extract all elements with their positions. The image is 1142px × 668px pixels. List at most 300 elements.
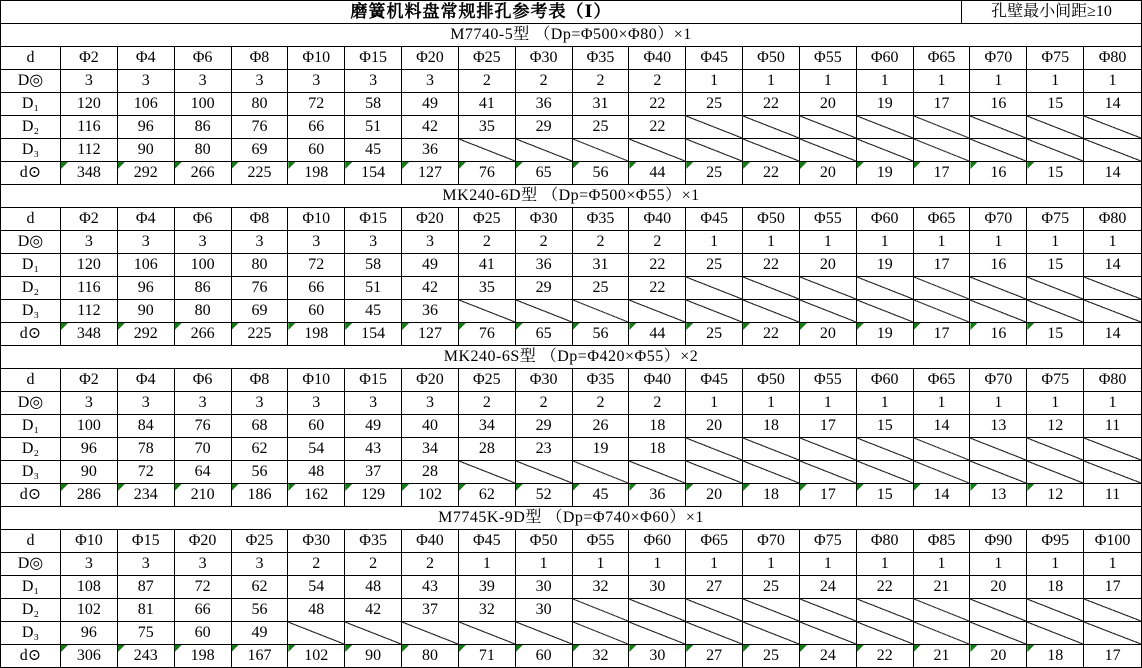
- comment-marker-icon: [61, 484, 68, 491]
- data-cell: 86: [175, 116, 232, 139]
- data-cell: 1: [914, 392, 971, 415]
- data-cell: 2: [573, 392, 630, 415]
- column-header: Φ8: [232, 47, 289, 70]
- data-cell: 20: [970, 576, 1027, 599]
- data-cell: [800, 438, 857, 461]
- data-cell: 90: [118, 139, 175, 162]
- column-header: Φ20: [402, 369, 459, 392]
- data-cell: 32: [459, 599, 516, 622]
- data-cell: [345, 622, 402, 645]
- comment-marker-icon: [743, 323, 750, 330]
- data-cell: 22: [629, 93, 686, 116]
- corner-label: d: [1, 369, 61, 392]
- data-cell: [857, 116, 914, 139]
- data-cell: 64: [175, 461, 232, 484]
- data-cell: 14: [1084, 323, 1141, 346]
- data-cell: [686, 622, 743, 645]
- column-header: Φ30: [516, 47, 573, 70]
- comment-marker-icon: [914, 162, 921, 169]
- comment-marker-icon: [516, 645, 523, 652]
- data-cell: 22: [743, 323, 800, 346]
- data-cell: 31: [573, 93, 630, 116]
- row-label: d⊙: [1, 162, 61, 185]
- data-cell: [914, 116, 971, 139]
- comment-marker-icon: [629, 484, 636, 491]
- data-cell: 12: [1027, 484, 1084, 507]
- data-cell: 96: [118, 116, 175, 139]
- data-cell: 1: [743, 553, 800, 576]
- data-cell: 16: [970, 254, 1027, 277]
- comment-marker-icon: [857, 484, 864, 491]
- column-header: Φ80: [1084, 47, 1141, 70]
- comment-marker-icon: [345, 323, 352, 330]
- column-header: Φ4: [118, 208, 175, 231]
- data-cell: 1: [914, 70, 971, 93]
- data-cell: [629, 461, 686, 484]
- data-cell: [573, 599, 630, 622]
- data-cell: 2: [345, 553, 402, 576]
- column-header: Φ6: [175, 369, 232, 392]
- data-cell: 2: [516, 70, 573, 93]
- data-cell: [914, 139, 971, 162]
- data-cell: 54: [288, 438, 345, 461]
- column-header: Φ6: [175, 47, 232, 70]
- data-cell: [1027, 139, 1084, 162]
- row-label: D◎: [1, 70, 61, 93]
- data-cell: 120: [61, 93, 118, 116]
- data-cell: 45: [345, 300, 402, 323]
- data-cell: 58: [345, 93, 402, 116]
- data-cell: 56: [232, 461, 289, 484]
- column-header: Φ15: [118, 530, 175, 553]
- data-cell: 76: [459, 162, 516, 185]
- comment-marker-icon: [288, 162, 295, 169]
- data-cell: 106: [118, 254, 175, 277]
- data-cell: 96: [118, 277, 175, 300]
- column-header: Φ15: [345, 47, 402, 70]
- data-cell: 75: [118, 622, 175, 645]
- data-cell: 17: [914, 323, 971, 346]
- data-cell: 68: [232, 415, 289, 438]
- column-header: Φ80: [857, 530, 914, 553]
- data-cell: 25: [573, 116, 630, 139]
- data-cell: 62: [232, 576, 289, 599]
- comment-marker-icon: [516, 162, 523, 169]
- data-cell: 25: [743, 576, 800, 599]
- data-cell: [1084, 300, 1141, 323]
- comment-marker-icon: [629, 645, 636, 652]
- data-cell: 24: [800, 645, 857, 668]
- data-cell: 32: [573, 645, 630, 668]
- data-cell: 14: [1084, 93, 1141, 116]
- column-header: Φ35: [573, 47, 630, 70]
- column-header: Φ4: [118, 47, 175, 70]
- data-cell: 2: [629, 231, 686, 254]
- column-header: Φ20: [402, 47, 459, 70]
- data-cell: 76: [175, 415, 232, 438]
- column-header: Φ90: [970, 530, 1027, 553]
- column-header: Φ75: [1027, 369, 1084, 392]
- data-cell: 3: [118, 231, 175, 254]
- data-cell: 23: [516, 438, 573, 461]
- data-cell: 129: [345, 484, 402, 507]
- data-cell: 22: [857, 645, 914, 668]
- data-cell: 31: [573, 254, 630, 277]
- data-cell: 1: [743, 231, 800, 254]
- column-header: Φ60: [629, 530, 686, 553]
- data-cell: 15: [1027, 93, 1084, 116]
- data-cell: 1: [516, 553, 573, 576]
- column-header: Φ45: [459, 530, 516, 553]
- column-header: Φ50: [743, 208, 800, 231]
- data-cell: 15: [1027, 254, 1084, 277]
- column-header: Φ35: [573, 369, 630, 392]
- data-cell: 66: [175, 599, 232, 622]
- data-cell: 116: [61, 277, 118, 300]
- data-cell: 102: [288, 645, 345, 668]
- data-cell: 266: [175, 323, 232, 346]
- data-cell: 108: [61, 576, 118, 599]
- data-cell: [970, 277, 1027, 300]
- data-cell: [800, 599, 857, 622]
- comment-marker-icon: [914, 484, 921, 491]
- data-cell: [743, 139, 800, 162]
- data-cell: 3: [175, 70, 232, 93]
- data-cell: 22: [743, 93, 800, 116]
- data-cell: 1: [686, 70, 743, 93]
- data-cell: 42: [402, 116, 459, 139]
- data-cell: 80: [402, 645, 459, 668]
- data-cell: 36: [402, 300, 459, 323]
- row-label: D₂: [1, 116, 61, 139]
- data-cell: 2: [459, 392, 516, 415]
- column-header: Φ45: [686, 208, 743, 231]
- row-label: d⊙: [1, 484, 61, 507]
- data-cell: 20: [800, 254, 857, 277]
- comment-marker-icon: [573, 484, 580, 491]
- data-cell: [914, 622, 971, 645]
- data-cell: 43: [345, 438, 402, 461]
- comment-marker-icon: [573, 645, 580, 652]
- comment-marker-icon: [402, 162, 409, 169]
- table-subtitle: M7740-5型 （Dp=Φ500×Φ80）×1: [1, 24, 1141, 47]
- data-cell: [1084, 139, 1141, 162]
- data-cell: [970, 622, 1027, 645]
- column-header: Φ2: [61, 47, 118, 70]
- data-cell: 2: [629, 392, 686, 415]
- comment-marker-icon: [1027, 323, 1034, 330]
- column-header: Φ100: [1084, 530, 1141, 553]
- row-label: d⊙: [1, 645, 61, 668]
- column-header: Φ20: [402, 208, 459, 231]
- data-cell: [686, 438, 743, 461]
- comment-marker-icon: [459, 162, 466, 169]
- data-cell: 41: [459, 93, 516, 116]
- data-cell: 25: [686, 323, 743, 346]
- data-cell: 41: [459, 254, 516, 277]
- data-cell: 198: [288, 162, 345, 185]
- data-cell: 15: [1027, 162, 1084, 185]
- row-label: D₃: [1, 461, 61, 484]
- data-cell: 11: [1084, 484, 1141, 507]
- data-cell: 25: [686, 93, 743, 116]
- comment-marker-icon: [573, 162, 580, 169]
- data-cell: 3: [232, 70, 289, 93]
- data-cell: [857, 461, 914, 484]
- data-cell: 72: [288, 93, 345, 116]
- data-cell: 22: [629, 254, 686, 277]
- comment-marker-icon: [345, 484, 352, 491]
- data-cell: 35: [459, 277, 516, 300]
- data-cell: 40: [402, 415, 459, 438]
- data-cell: 3: [288, 392, 345, 415]
- data-cell: 102: [61, 599, 118, 622]
- data-cell: 34: [402, 438, 459, 461]
- comment-marker-icon: [175, 162, 182, 169]
- data-cell: 3: [288, 231, 345, 254]
- data-cell: 3: [61, 392, 118, 415]
- data-cell: [629, 599, 686, 622]
- data-cell: 25: [743, 645, 800, 668]
- data-cell: 1: [857, 392, 914, 415]
- data-cell: 25: [686, 254, 743, 277]
- data-cell: 1: [914, 231, 971, 254]
- data-cell: 15: [1027, 323, 1084, 346]
- data-cell: 29: [516, 415, 573, 438]
- hole-table: [1, 369, 1141, 507]
- data-cell: [970, 300, 1027, 323]
- data-cell: 112: [61, 300, 118, 323]
- data-cell: [970, 116, 1027, 139]
- data-cell: [743, 599, 800, 622]
- row-label: D₃: [1, 622, 61, 645]
- data-cell: 3: [175, 231, 232, 254]
- comment-marker-icon: [61, 645, 68, 652]
- data-cell: 30: [516, 576, 573, 599]
- column-header: Φ50: [516, 530, 573, 553]
- data-cell: 18: [743, 415, 800, 438]
- data-cell: [800, 622, 857, 645]
- data-cell: [857, 300, 914, 323]
- data-cell: 22: [743, 254, 800, 277]
- data-cell: 306: [61, 645, 118, 668]
- data-cell: 20: [970, 645, 1027, 668]
- column-header: Φ40: [629, 208, 686, 231]
- data-cell: 16: [970, 162, 1027, 185]
- data-cell: 2: [516, 231, 573, 254]
- data-cell: [573, 139, 630, 162]
- column-header: Φ75: [1027, 208, 1084, 231]
- data-cell: [686, 599, 743, 622]
- data-cell: [629, 139, 686, 162]
- column-header: Φ10: [288, 47, 345, 70]
- comment-marker-icon: [970, 645, 977, 652]
- data-cell: 35: [459, 116, 516, 139]
- data-cell: 54: [288, 576, 345, 599]
- column-header: Φ15: [345, 208, 402, 231]
- data-cell: 20: [686, 415, 743, 438]
- comment-marker-icon: [857, 645, 864, 652]
- data-cell: 51: [345, 116, 402, 139]
- data-cell: 17: [800, 484, 857, 507]
- data-cell: 154: [345, 162, 402, 185]
- data-cell: 17: [800, 415, 857, 438]
- data-cell: 60: [516, 645, 573, 668]
- data-cell: 19: [857, 162, 914, 185]
- data-cell: 18: [629, 438, 686, 461]
- data-cell: 84: [118, 415, 175, 438]
- data-cell: 1: [914, 553, 971, 576]
- data-cell: 3: [232, 553, 289, 576]
- data-cell: [970, 139, 1027, 162]
- column-header: Φ55: [573, 530, 630, 553]
- column-header: Φ2: [61, 208, 118, 231]
- data-cell: 60: [288, 139, 345, 162]
- comment-marker-icon: [686, 484, 693, 491]
- data-cell: [970, 461, 1027, 484]
- column-header: Φ35: [345, 530, 402, 553]
- data-cell: [459, 139, 516, 162]
- comment-marker-icon: [288, 323, 295, 330]
- data-cell: [857, 622, 914, 645]
- column-header: Φ6: [175, 208, 232, 231]
- data-cell: 348: [61, 323, 118, 346]
- data-cell: 14: [1084, 254, 1141, 277]
- column-header: Φ70: [743, 530, 800, 553]
- data-cell: 18: [1027, 576, 1084, 599]
- data-cell: 243: [118, 645, 175, 668]
- data-cell: [800, 139, 857, 162]
- comment-marker-icon: [516, 323, 523, 330]
- data-cell: 198: [288, 323, 345, 346]
- table-subtitle: MK240-6S型 （Dp=Φ420×Φ55）×2: [1, 346, 1141, 369]
- column-header: Φ25: [459, 47, 516, 70]
- data-cell: 1: [800, 70, 857, 93]
- data-cell: [914, 300, 971, 323]
- title-row: [1, 1, 1141, 24]
- data-cell: 87: [118, 576, 175, 599]
- data-cell: 90: [61, 461, 118, 484]
- data-cell: [857, 139, 914, 162]
- data-cell: [686, 139, 743, 162]
- data-cell: 72: [288, 254, 345, 277]
- data-cell: 62: [459, 484, 516, 507]
- data-cell: 45: [345, 139, 402, 162]
- data-cell: 11: [1084, 415, 1141, 438]
- comment-marker-icon: [61, 162, 68, 169]
- comment-marker-icon: [345, 645, 352, 652]
- comment-marker-icon: [232, 484, 239, 491]
- data-cell: 78: [118, 438, 175, 461]
- comment-marker-icon: [857, 323, 864, 330]
- data-cell: 36: [402, 139, 459, 162]
- data-cell: 27: [686, 576, 743, 599]
- data-cell: [1084, 438, 1141, 461]
- data-cell: 24: [800, 576, 857, 599]
- comment-marker-icon: [857, 162, 864, 169]
- comment-marker-icon: [118, 645, 125, 652]
- data-cell: [800, 277, 857, 300]
- table-subtitle: M7745K-9D型 （Dp=Φ740×Φ60）×1: [1, 507, 1141, 530]
- column-header: Φ95: [1027, 530, 1084, 553]
- row-label: D₁: [1, 576, 61, 599]
- data-cell: 1: [686, 392, 743, 415]
- data-cell: [1084, 277, 1141, 300]
- comment-marker-icon: [402, 645, 409, 652]
- data-cell: 49: [345, 415, 402, 438]
- hole-table: [1, 208, 1141, 346]
- data-cell: [402, 622, 459, 645]
- corner-label: d: [1, 47, 61, 70]
- data-cell: 20: [800, 93, 857, 116]
- comment-marker-icon: [175, 484, 182, 491]
- data-cell: [743, 461, 800, 484]
- data-cell: 1: [1027, 553, 1084, 576]
- data-cell: [1084, 622, 1141, 645]
- data-cell: 39: [459, 576, 516, 599]
- data-cell: 14: [914, 415, 971, 438]
- data-cell: 56: [573, 323, 630, 346]
- column-header: Φ20: [175, 530, 232, 553]
- data-cell: 29: [516, 277, 573, 300]
- column-header: Φ2: [61, 369, 118, 392]
- data-cell: 60: [288, 300, 345, 323]
- data-cell: 72: [175, 576, 232, 599]
- comment-marker-icon: [402, 323, 409, 330]
- row-label: D◎: [1, 231, 61, 254]
- hole-table: [1, 47, 1141, 185]
- data-cell: [459, 300, 516, 323]
- data-cell: [914, 461, 971, 484]
- comment-marker-icon: [573, 323, 580, 330]
- data-cell: 1: [970, 231, 1027, 254]
- data-cell: [459, 622, 516, 645]
- comment-marker-icon: [459, 645, 466, 652]
- data-cell: [743, 438, 800, 461]
- data-cell: [686, 300, 743, 323]
- data-cell: 18: [629, 415, 686, 438]
- data-cell: 1: [686, 553, 743, 576]
- data-cell: 3: [345, 231, 402, 254]
- data-cell: [743, 622, 800, 645]
- data-cell: 102: [402, 484, 459, 507]
- data-cell: 3: [402, 70, 459, 93]
- data-cell: 22: [857, 576, 914, 599]
- data-cell: 266: [175, 162, 232, 185]
- data-cell: 69: [232, 139, 289, 162]
- data-cell: 16: [970, 93, 1027, 116]
- comment-marker-icon: [743, 162, 750, 169]
- data-cell: 65: [516, 323, 573, 346]
- comment-marker-icon: [743, 645, 750, 652]
- column-header: Φ50: [743, 47, 800, 70]
- data-cell: 66: [288, 277, 345, 300]
- data-cell: 1: [743, 70, 800, 93]
- data-cell: 30: [516, 599, 573, 622]
- data-cell: [629, 622, 686, 645]
- data-cell: 96: [61, 438, 118, 461]
- data-cell: 1: [629, 553, 686, 576]
- column-header: Φ40: [402, 530, 459, 553]
- data-cell: 1: [800, 231, 857, 254]
- data-cell: 76: [459, 323, 516, 346]
- data-cell: 28: [402, 461, 459, 484]
- data-cell: [573, 300, 630, 323]
- data-cell: 21: [914, 576, 971, 599]
- data-cell: 44: [629, 323, 686, 346]
- data-cell: 292: [118, 162, 175, 185]
- comment-marker-icon: [1027, 484, 1034, 491]
